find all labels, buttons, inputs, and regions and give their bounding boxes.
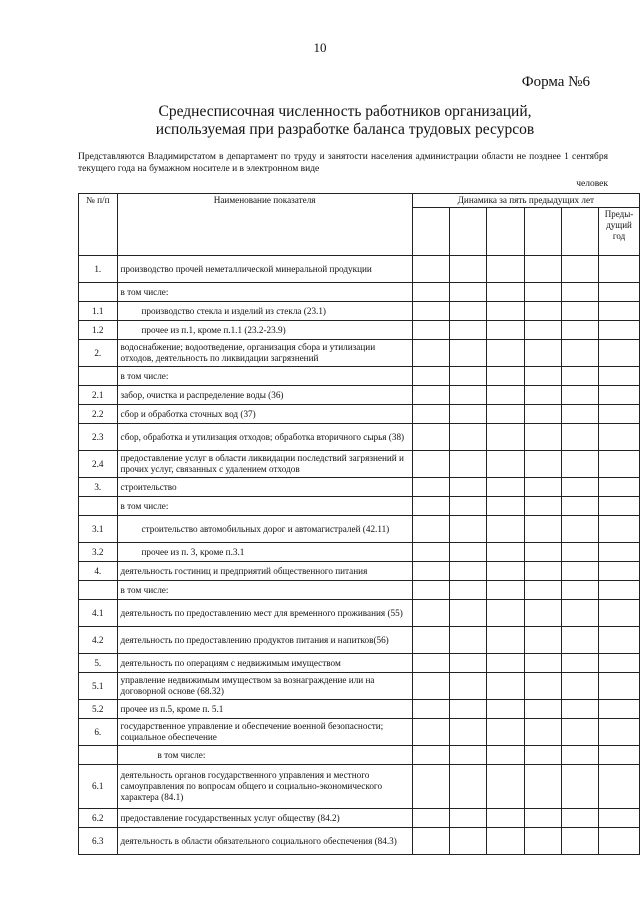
year-value-cell bbox=[412, 478, 449, 497]
indicators-table bbox=[78, 193, 640, 855]
year-value-cell bbox=[487, 256, 524, 283]
year-value-cell bbox=[524, 654, 561, 673]
intro-text: Представляются Владимирстатом в департамент по труду и занятости населения администрации области не позднее 1 сентября текущего года на бумажном носителе и в электронном виде bbox=[78, 152, 608, 174]
year-value-cell bbox=[561, 765, 598, 809]
year-value-cell bbox=[487, 700, 524, 719]
year-value-cell bbox=[412, 256, 449, 283]
table-row bbox=[79, 746, 640, 765]
year-value-cell bbox=[524, 497, 561, 516]
year-value-cell bbox=[412, 497, 449, 516]
year-value-cell bbox=[412, 673, 449, 700]
table-row bbox=[79, 765, 640, 809]
prev-year-value-cell bbox=[599, 700, 640, 719]
year-value-cell bbox=[487, 424, 524, 451]
year-value-cell bbox=[449, 581, 486, 600]
row-indicator-name: прочее из п. 3, кроме п.3.1 bbox=[117, 543, 412, 562]
year-value-cell bbox=[412, 627, 449, 654]
year-value-cell bbox=[524, 600, 561, 627]
year-value-cell bbox=[561, 673, 598, 700]
year-value-cell bbox=[561, 405, 598, 424]
year-value-cell bbox=[524, 581, 561, 600]
year-value-cell bbox=[449, 302, 486, 321]
year-value-cell bbox=[524, 828, 561, 855]
year-value-cell bbox=[449, 367, 486, 386]
year-value-cell bbox=[449, 497, 486, 516]
row-indicator-name: в том числе: bbox=[117, 497, 412, 516]
table-row bbox=[79, 283, 640, 302]
year-value-cell bbox=[487, 581, 524, 600]
row-number: 3.2 bbox=[79, 543, 118, 562]
row-indicator-name: управление недвижимым имуществом за вознаграждение или на договорной основе (68.32) bbox=[117, 673, 412, 700]
row-number bbox=[79, 367, 118, 386]
year-value-cell bbox=[449, 283, 486, 302]
year-value-cell bbox=[524, 543, 561, 562]
year-value-cell bbox=[524, 700, 561, 719]
prev-year-value-cell bbox=[599, 516, 640, 543]
year-value-cell bbox=[449, 746, 486, 765]
year-value-cell bbox=[412, 516, 449, 543]
year-value-cell bbox=[561, 321, 598, 340]
year-value-cell bbox=[412, 600, 449, 627]
row-number: 6.3 bbox=[79, 828, 118, 855]
form-label: Форма №6 bbox=[521, 74, 590, 90]
year-value-cell bbox=[524, 321, 561, 340]
table-row bbox=[79, 809, 640, 828]
table-row bbox=[79, 627, 640, 654]
table-row bbox=[79, 719, 640, 746]
year-value-cell bbox=[487, 302, 524, 321]
year-value-cell bbox=[412, 543, 449, 562]
table-row bbox=[79, 562, 640, 581]
year-value-cell bbox=[524, 719, 561, 746]
year-value-cell bbox=[449, 600, 486, 627]
year-value-cell bbox=[412, 809, 449, 828]
row-number bbox=[79, 497, 118, 516]
year-value-cell bbox=[561, 809, 598, 828]
row-indicator-name: деятельность по предоставлению продуктов питания и напитков(56) bbox=[117, 627, 412, 654]
row-indicator-name: в том числе: bbox=[117, 283, 412, 302]
row-indicator-name: в том числе: bbox=[117, 367, 412, 386]
year-value-cell bbox=[487, 828, 524, 855]
year-value-cell bbox=[524, 809, 561, 828]
header-year-3 bbox=[487, 208, 524, 256]
row-indicator-name: прочее из п.5, кроме п. 5.1 bbox=[117, 700, 412, 719]
year-value-cell bbox=[449, 828, 486, 855]
row-number: 6. bbox=[79, 719, 118, 746]
row-number: 2.2 bbox=[79, 405, 118, 424]
year-value-cell bbox=[412, 719, 449, 746]
year-value-cell bbox=[487, 673, 524, 700]
table-row bbox=[79, 543, 640, 562]
row-indicator-name: деятельность гостиниц и предприятий общественного питания bbox=[117, 562, 412, 581]
year-value-cell bbox=[449, 340, 486, 367]
row-indicator-name: сбор, обработка и утилизация отходов; обработка вторичного сырья (38) bbox=[117, 424, 412, 451]
year-value-cell bbox=[524, 746, 561, 765]
year-value-cell bbox=[561, 600, 598, 627]
year-value-cell bbox=[487, 746, 524, 765]
year-value-cell bbox=[524, 302, 561, 321]
row-indicator-name: предоставление услуг в области ликвидации последствий загрязнений и прочих услуг, связанных с удалением отходов bbox=[117, 451, 412, 478]
prev-year-value-cell bbox=[599, 765, 640, 809]
year-value-cell bbox=[487, 497, 524, 516]
row-number: 4.2 bbox=[79, 627, 118, 654]
year-value-cell bbox=[524, 283, 561, 302]
prev-year-value-cell bbox=[599, 600, 640, 627]
table-row bbox=[79, 451, 640, 478]
header-name: Наименование показателя bbox=[117, 194, 412, 256]
row-number: 3. bbox=[79, 478, 118, 497]
row-number: 4.1 bbox=[79, 600, 118, 627]
year-value-cell bbox=[449, 562, 486, 581]
year-value-cell bbox=[561, 367, 598, 386]
header-year-5 bbox=[561, 208, 598, 256]
year-value-cell bbox=[561, 451, 598, 478]
year-value-cell bbox=[487, 516, 524, 543]
table-row bbox=[79, 497, 640, 516]
year-value-cell bbox=[487, 627, 524, 654]
year-value-cell bbox=[561, 386, 598, 405]
title-line-2: используемая при разработке баланса трудовых ресурсов bbox=[155, 121, 535, 138]
year-value-cell bbox=[449, 321, 486, 340]
row-number: 2.3 bbox=[79, 424, 118, 451]
row-number bbox=[79, 746, 118, 765]
year-value-cell bbox=[487, 562, 524, 581]
year-value-cell bbox=[524, 765, 561, 809]
year-value-cell bbox=[412, 321, 449, 340]
prev-year-value-cell bbox=[599, 386, 640, 405]
prev-year-value-cell bbox=[599, 283, 640, 302]
document-title bbox=[0, 103, 640, 139]
year-value-cell bbox=[561, 654, 598, 673]
prev-year-value-cell bbox=[599, 451, 640, 478]
row-indicator-name: деятельность в области обязательного социального обеспечения (84.3) bbox=[117, 828, 412, 855]
row-indicator-name: деятельность по предоставлению мест для временного проживания (55) bbox=[117, 600, 412, 627]
year-value-cell bbox=[487, 543, 524, 562]
year-value-cell bbox=[524, 256, 561, 283]
year-value-cell bbox=[412, 302, 449, 321]
page-number: 10 bbox=[313, 40, 327, 55]
row-number: 1.2 bbox=[79, 321, 118, 340]
year-value-cell bbox=[487, 386, 524, 405]
prev-year-value-cell bbox=[599, 321, 640, 340]
year-value-cell bbox=[524, 340, 561, 367]
year-value-cell bbox=[561, 424, 598, 451]
year-value-cell bbox=[561, 340, 598, 367]
year-value-cell bbox=[412, 562, 449, 581]
year-value-cell bbox=[524, 386, 561, 405]
prev-year-value-cell bbox=[599, 627, 640, 654]
year-value-cell bbox=[524, 367, 561, 386]
year-value-cell bbox=[412, 746, 449, 765]
year-value-cell bbox=[524, 627, 561, 654]
year-value-cell bbox=[561, 581, 598, 600]
year-value-cell bbox=[487, 367, 524, 386]
table-row bbox=[79, 256, 640, 283]
row-indicator-name: строительство bbox=[117, 478, 412, 497]
year-value-cell bbox=[487, 283, 524, 302]
year-value-cell bbox=[449, 451, 486, 478]
year-value-cell bbox=[487, 600, 524, 627]
table-row bbox=[79, 700, 640, 719]
table-row bbox=[79, 424, 640, 451]
row-number: 5. bbox=[79, 654, 118, 673]
year-value-cell bbox=[561, 746, 598, 765]
year-value-cell bbox=[524, 405, 561, 424]
table-row bbox=[79, 828, 640, 855]
prev-year-value-cell bbox=[599, 367, 640, 386]
prev-year-value-cell bbox=[599, 654, 640, 673]
prev-year-value-cell bbox=[599, 719, 640, 746]
year-value-cell bbox=[561, 719, 598, 746]
row-number: 1. bbox=[79, 256, 118, 283]
year-value-cell bbox=[412, 700, 449, 719]
row-number bbox=[79, 581, 118, 600]
prev-year-value-cell bbox=[599, 746, 640, 765]
year-value-cell bbox=[449, 405, 486, 424]
year-value-cell bbox=[524, 478, 561, 497]
year-value-cell bbox=[561, 478, 598, 497]
year-value-cell bbox=[449, 700, 486, 719]
title-line-1: Среднесписочная численность работников организаций, bbox=[158, 103, 532, 120]
table-row bbox=[79, 386, 640, 405]
year-value-cell bbox=[412, 340, 449, 367]
row-indicator-name: сбор и обработка сточных вод (37) bbox=[117, 405, 412, 424]
table-row bbox=[79, 321, 640, 340]
year-value-cell bbox=[449, 478, 486, 497]
year-value-cell bbox=[412, 765, 449, 809]
header-dynamics: Динамика за пять предыдущих лет bbox=[412, 194, 639, 208]
prev-year-value-cell bbox=[599, 302, 640, 321]
year-value-cell bbox=[561, 283, 598, 302]
year-value-cell bbox=[449, 386, 486, 405]
row-number: 5.1 bbox=[79, 673, 118, 700]
units-label: человек bbox=[576, 179, 608, 189]
year-value-cell bbox=[561, 627, 598, 654]
row-number: 3.1 bbox=[79, 516, 118, 543]
row-indicator-name: государственное управление и обеспечение военной безопасности; социальное обеспечение bbox=[117, 719, 412, 746]
year-value-cell bbox=[524, 516, 561, 543]
prev-year-value-cell bbox=[599, 424, 640, 451]
row-number: 6.2 bbox=[79, 809, 118, 828]
year-value-cell bbox=[449, 627, 486, 654]
table-row bbox=[79, 654, 640, 673]
header-num: № п/п bbox=[79, 194, 118, 256]
year-value-cell bbox=[487, 719, 524, 746]
table-row bbox=[79, 405, 640, 424]
row-number: 2. bbox=[79, 340, 118, 367]
row-number: 5.2 bbox=[79, 700, 118, 719]
year-value-cell bbox=[412, 654, 449, 673]
year-value-cell bbox=[561, 302, 598, 321]
row-indicator-name: водоснабжение; водоотведение, организация сбора и утилизации отходов, деятельность по ликвидации загрязнений bbox=[117, 340, 412, 367]
year-value-cell bbox=[449, 654, 486, 673]
year-value-cell bbox=[487, 478, 524, 497]
year-value-cell bbox=[487, 340, 524, 367]
year-value-cell bbox=[412, 386, 449, 405]
prev-year-value-cell bbox=[599, 673, 640, 700]
row-indicator-name: деятельность органов государственного управления и местного самоуправления по вопросам общего и социально-экономического характера (84.1) bbox=[117, 765, 412, 809]
year-value-cell bbox=[412, 581, 449, 600]
table-row bbox=[79, 302, 640, 321]
prev-year-value-cell bbox=[599, 809, 640, 828]
row-indicator-name: забор, очистка и распределение воды (36) bbox=[117, 386, 412, 405]
year-value-cell bbox=[561, 562, 598, 581]
prev-year-value-cell bbox=[599, 543, 640, 562]
year-value-cell bbox=[524, 451, 561, 478]
header-year-1 bbox=[412, 208, 449, 256]
year-value-cell bbox=[412, 828, 449, 855]
row-indicator-name: в том числе: bbox=[117, 746, 412, 765]
prev-year-value-cell bbox=[599, 562, 640, 581]
year-value-cell bbox=[561, 497, 598, 516]
table-row bbox=[79, 581, 640, 600]
year-value-cell bbox=[524, 424, 561, 451]
prev-year-value-cell bbox=[599, 497, 640, 516]
year-value-cell bbox=[412, 367, 449, 386]
prev-year-value-cell bbox=[599, 405, 640, 424]
prev-year-value-cell bbox=[599, 828, 640, 855]
year-value-cell bbox=[449, 424, 486, 451]
year-value-cell bbox=[524, 673, 561, 700]
row-indicator-name: производство прочей неметаллической минеральной продукции bbox=[117, 256, 412, 283]
year-value-cell bbox=[449, 256, 486, 283]
header-year-2 bbox=[449, 208, 486, 256]
year-value-cell bbox=[449, 673, 486, 700]
row-indicator-name: производство стекла и изделий из стекла (23.1) bbox=[117, 302, 412, 321]
year-value-cell bbox=[449, 543, 486, 562]
year-value-cell bbox=[449, 516, 486, 543]
row-number: 2.4 bbox=[79, 451, 118, 478]
year-value-cell bbox=[449, 719, 486, 746]
row-number: 1.1 bbox=[79, 302, 118, 321]
year-value-cell bbox=[487, 809, 524, 828]
row-indicator-name: строительство автомобильных дорог и автомагистралей (42.11) bbox=[117, 516, 412, 543]
header-prev-year: Преды-дущий год bbox=[599, 208, 640, 256]
year-value-cell bbox=[449, 765, 486, 809]
year-value-cell bbox=[412, 424, 449, 451]
year-value-cell bbox=[449, 809, 486, 828]
year-value-cell bbox=[561, 256, 598, 283]
year-value-cell bbox=[487, 654, 524, 673]
row-number bbox=[79, 283, 118, 302]
year-value-cell bbox=[487, 405, 524, 424]
row-indicator-name: в том числе: bbox=[117, 581, 412, 600]
prev-year-value-cell bbox=[599, 340, 640, 367]
prev-year-value-cell bbox=[599, 478, 640, 497]
header-year-4 bbox=[524, 208, 561, 256]
row-number: 6.1 bbox=[79, 765, 118, 809]
table-row bbox=[79, 340, 640, 367]
table-row bbox=[79, 600, 640, 627]
prev-year-value-cell bbox=[599, 581, 640, 600]
year-value-cell bbox=[487, 765, 524, 809]
year-value-cell bbox=[487, 451, 524, 478]
year-value-cell bbox=[561, 700, 598, 719]
year-value-cell bbox=[524, 562, 561, 581]
row-number: 4. bbox=[79, 562, 118, 581]
year-value-cell bbox=[412, 405, 449, 424]
row-indicator-name: предоставление государственных услуг обществу (84.2) bbox=[117, 809, 412, 828]
row-indicator-name: деятельность по операциям с недвижимым имуществом bbox=[117, 654, 412, 673]
row-indicator-name: прочее из п.1, кроме п.1.1 (23.2-23.9) bbox=[117, 321, 412, 340]
table-row bbox=[79, 673, 640, 700]
year-value-cell bbox=[561, 828, 598, 855]
row-number: 2.1 bbox=[79, 386, 118, 405]
year-value-cell bbox=[561, 543, 598, 562]
table-row bbox=[79, 478, 640, 497]
table-row bbox=[79, 516, 640, 543]
year-value-cell bbox=[412, 451, 449, 478]
year-value-cell bbox=[487, 321, 524, 340]
prev-year-value-cell bbox=[599, 256, 640, 283]
table-row bbox=[79, 367, 640, 386]
header-row-1 bbox=[79, 194, 640, 208]
year-value-cell bbox=[412, 283, 449, 302]
year-value-cell bbox=[561, 516, 598, 543]
